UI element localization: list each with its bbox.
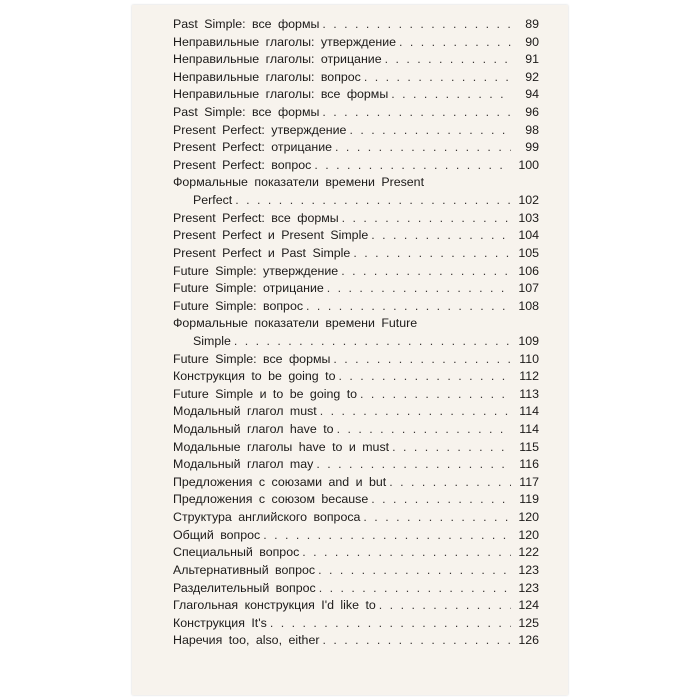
toc-entry-line [173, 632, 539, 650]
toc-entry [173, 280, 539, 298]
toc-entry-title: Present Perfect и Present Simple [173, 228, 369, 243]
dot-leader [333, 351, 511, 369]
toc-entry [173, 86, 539, 104]
toc-entry-page-number: 91 [525, 52, 539, 67]
toc-entry [173, 544, 539, 562]
toc-entry-title: Альтернативный вопрос [173, 562, 316, 577]
toc-entry-line [173, 474, 539, 492]
dot-leader [327, 280, 511, 298]
toc-entry-title: Конструкция to be going to [173, 369, 336, 384]
toc-entry-page-number: 106 [518, 263, 539, 278]
toc-entry-line [173, 227, 539, 245]
toc-entry-line [173, 298, 539, 316]
toc-entry [173, 157, 539, 175]
toc-entry [173, 439, 539, 457]
toc-entry [173, 403, 539, 421]
toc-entry-title: Future Simple: все формы [173, 351, 331, 366]
toc-entry [173, 421, 539, 439]
toc-entry-line [173, 580, 539, 598]
toc-entry-title: Present Perfect: отрицание [173, 140, 333, 155]
toc-entry-line [173, 157, 539, 175]
toc-entry-page-number: 117 [519, 474, 539, 489]
toc-entry-title: Модальный глагол must [173, 404, 317, 419]
toc-entry-page-number: 123 [518, 562, 539, 577]
toc-entry-line [173, 51, 539, 69]
toc-entry-page-number: 90 [525, 34, 539, 49]
toc-entry [173, 456, 539, 474]
toc-entry-title: Past Simple: все формы [173, 105, 320, 120]
dot-leader [234, 333, 511, 351]
toc-entry-line [173, 245, 539, 263]
toc-entry-title-continuation: Perfect [193, 193, 233, 208]
toc-entry-line [173, 122, 539, 140]
toc-entry [173, 51, 539, 69]
toc-entry-title: Неправильные глаголы: отрицание [173, 52, 382, 67]
toc-entry [173, 16, 539, 34]
toc-entry-line [173, 562, 539, 580]
toc-entry [173, 174, 539, 209]
toc-entry-line [173, 615, 539, 633]
toc-entry-line [173, 544, 539, 562]
dot-leader [318, 562, 511, 580]
toc-entry [173, 122, 539, 140]
toc-entry-page-number: 103 [518, 210, 539, 225]
toc-entry-page-number: 89 [525, 17, 539, 31]
dot-leader [338, 368, 511, 386]
toc-entry-line [173, 597, 539, 615]
dot-leader [319, 580, 511, 598]
toc-entry [173, 491, 539, 509]
toc-entry-title: Конструкция It's [173, 615, 267, 630]
toc-entry-title: Модальные глаголы have to и must [173, 439, 390, 454]
toc-entry-page-number: 100 [518, 157, 539, 172]
toc-entry [173, 615, 539, 633]
toc-entry-page-number: 110 [519, 351, 539, 366]
toc-entry-page-number: 114 [519, 404, 539, 419]
dot-leader [322, 16, 511, 34]
toc-entry-line [173, 403, 539, 421]
dot-leader [270, 615, 511, 633]
toc-entry-line [173, 34, 539, 52]
toc-entry-page-number: 114 [519, 422, 539, 437]
toc-entry-title: Глагольная конструкция I'd like to [173, 598, 376, 613]
dot-leader [399, 34, 511, 52]
toc-entry-page-number: 125 [518, 615, 539, 630]
dot-leader [322, 104, 511, 122]
toc-entry-title: Формальные показатели времени Future [173, 316, 418, 331]
toc-entry-line [173, 104, 539, 122]
toc-entry-page-number: 116 [519, 457, 539, 472]
toc-entry [173, 34, 539, 52]
dot-leader [235, 192, 511, 210]
toc-entry-line [173, 280, 539, 298]
dot-leader [389, 474, 511, 492]
dot-leader [353, 245, 511, 263]
table-of-contents [173, 16, 539, 650]
toc-entry-page-number: 120 [518, 527, 539, 542]
toc-entry-title: Future Simple и to be going to [173, 386, 358, 401]
toc-entry-page-number: 126 [518, 633, 539, 648]
toc-entry-page-number: 120 [518, 510, 539, 525]
dot-leader [363, 509, 511, 527]
toc-entry-page-number: 102 [518, 193, 539, 208]
toc-entry-title: Present Perfect: все формы [173, 210, 339, 225]
toc-entry-title: Специальный вопрос [173, 545, 300, 560]
toc-entry-title: Предложения с союзами and и but [173, 474, 387, 489]
toc-entry-line [173, 509, 539, 527]
toc-entry-page-number: 94 [525, 87, 539, 102]
toc-entry-page-number: 122 [518, 545, 539, 560]
toc-entry-title: Модальный глагол have to [173, 422, 334, 437]
toc-entry-page-number: 104 [518, 228, 539, 243]
toc-entry-line [173, 368, 539, 386]
dot-leader [316, 456, 511, 474]
toc-entry [173, 263, 539, 281]
toc-entry-title: Модальный глагол may [173, 457, 314, 472]
dot-leader [314, 157, 511, 175]
toc-entry-title: Present Perfect: утверждение [173, 122, 347, 137]
toc-entry-page-number: 107 [518, 281, 539, 296]
dot-leader [337, 421, 511, 439]
toc-entry [173, 580, 539, 598]
toc-entry-line [173, 439, 539, 457]
dot-leader [392, 439, 511, 457]
toc-entry-line [173, 16, 539, 34]
toc-entry [173, 139, 539, 157]
toc-entry [173, 562, 539, 580]
toc-entry-page-number: 96 [525, 105, 539, 120]
toc-entry [173, 509, 539, 527]
dot-leader [335, 139, 511, 157]
toc-entry-page-number: 124 [518, 598, 539, 613]
toc-entry-page-number: 92 [525, 69, 539, 84]
dot-leader [306, 298, 511, 316]
toc-entry-page-number: 108 [518, 298, 539, 313]
toc-entry-page-number: 113 [519, 386, 539, 401]
toc-entry-line [173, 527, 539, 545]
toc-entry-page-number: 123 [518, 580, 539, 595]
toc-entry-line [173, 263, 539, 281]
toc-entry-page-number: 115 [519, 439, 539, 454]
toc-entry-line [173, 192, 539, 210]
toc-entry-line [173, 456, 539, 474]
toc-entry [173, 368, 539, 386]
toc-entry [173, 632, 539, 650]
toc-entry-page-number: 105 [518, 245, 539, 260]
toc-entry [173, 474, 539, 492]
toc-entry [173, 351, 539, 369]
toc-entry-page-number: 109 [518, 333, 539, 348]
dot-leader [342, 210, 511, 228]
toc-entry-line [173, 86, 539, 104]
toc-entry-title: Past Simple: все формы [173, 17, 320, 31]
toc-entry-line [173, 210, 539, 228]
toc-entry [173, 245, 539, 263]
dot-leader [371, 491, 511, 509]
toc-entry-title: Общий вопрос [173, 527, 261, 542]
toc-entry-page-number: 98 [525, 122, 539, 137]
toc-entry-title: Неправильные глаголы: утверждение [173, 34, 397, 49]
toc-entry-line [173, 491, 539, 509]
toc-entry-title: Future Simple: утверждение [173, 263, 339, 278]
toc-entry-page-number: 119 [519, 492, 539, 507]
toc-entry [173, 104, 539, 122]
toc-entry-title: Разделительный вопрос [173, 580, 316, 595]
book-page [132, 5, 568, 695]
toc-entry-title-continuation: Simple [193, 333, 231, 348]
toc-entry-title: Наречия too, also, either [173, 633, 320, 648]
toc-entry-title: Future Simple: отрицание [173, 281, 324, 296]
dot-leader [341, 263, 511, 281]
toc-entry-title: Формальные показатели времени Present [173, 175, 425, 190]
toc-entry-title: Present Perfect и Past Simple [173, 245, 351, 260]
dot-leader [391, 86, 511, 104]
toc-entry [173, 210, 539, 228]
toc-entry-line [173, 69, 539, 87]
dot-leader [379, 597, 511, 615]
dot-leader [371, 227, 511, 245]
dot-leader [360, 386, 511, 404]
dot-leader [364, 69, 511, 87]
toc-entry-title: Неправильные глаголы: вопрос [173, 69, 361, 84]
dot-leader [263, 527, 511, 545]
toc-entry-line [173, 139, 539, 157]
dot-leader [385, 51, 511, 69]
toc-entry-title: Present Perfect: вопрос [173, 157, 312, 172]
toc-entry [173, 597, 539, 615]
toc-entry-line [173, 386, 539, 404]
toc-entry [173, 69, 539, 87]
toc-entry [173, 527, 539, 545]
toc-entry-title: Неправильные глаголы: все формы [173, 87, 389, 102]
dot-leader [320, 403, 511, 421]
toc-entry [173, 227, 539, 245]
dot-leader [349, 122, 511, 140]
toc-entry-line [173, 421, 539, 439]
toc-entry-title: Future Simple: вопрос [173, 298, 304, 313]
toc-entry-page-number: 99 [525, 140, 539, 155]
toc-entry [173, 298, 539, 316]
toc-entry-line [173, 351, 539, 369]
toc-entry-title: Предложения с союзом because [173, 492, 369, 507]
toc-entry-page-number: 112 [519, 369, 539, 384]
toc-entry-line [173, 333, 539, 351]
toc-entry-title: Структура английского вопроса [173, 510, 361, 525]
toc-entry [173, 315, 539, 350]
dot-leader [302, 544, 511, 562]
dot-leader [322, 632, 511, 650]
toc-entry [173, 386, 539, 404]
